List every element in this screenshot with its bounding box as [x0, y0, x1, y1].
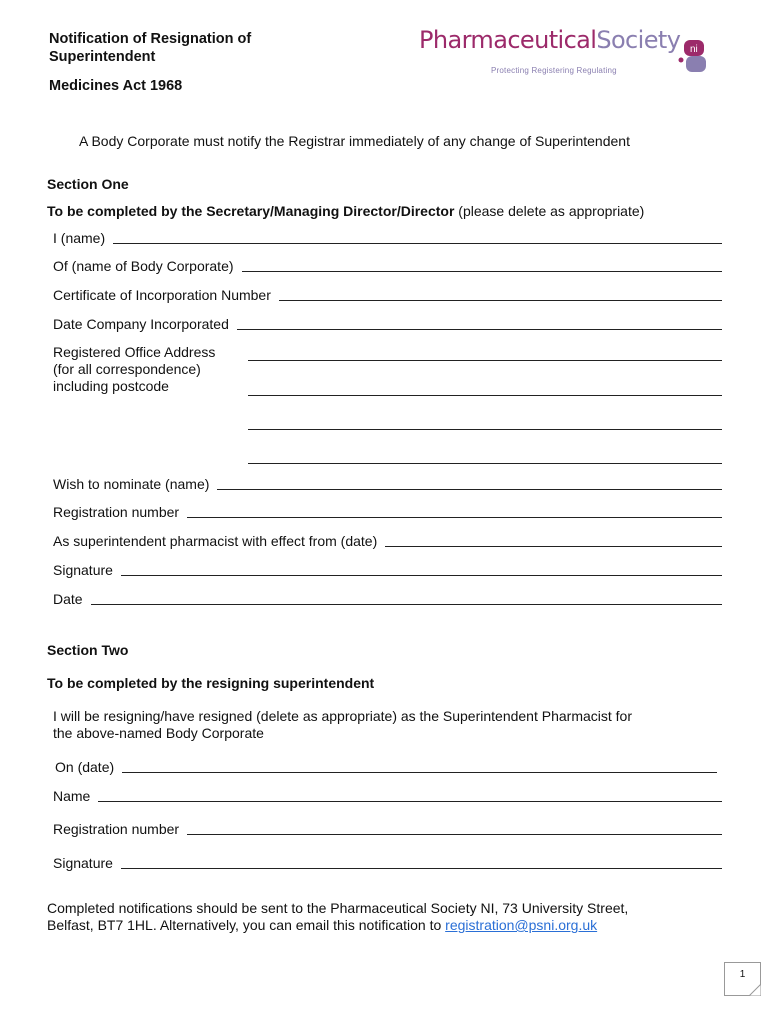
section-one-instruction-bold: To be completed by the Secretary/Managing Director/Director	[47, 203, 455, 219]
footer-line-1: Completed notifications should be sent to the Pharmaceutical Society NI, 73 University Street,	[47, 900, 629, 916]
field-on-date-line[interactable]	[122, 771, 717, 773]
field-name-line[interactable]	[113, 242, 722, 244]
field-resign-signature[interactable]	[53, 855, 722, 872]
section-two-heading: Section Two	[47, 642, 129, 658]
logo-tagline: Protecting Registering Regulating	[491, 66, 617, 75]
field-address-label	[53, 344, 215, 395]
address-label-2: (for all correspondence)	[53, 361, 201, 377]
field-nominate-label: Wish to nominate (name)	[53, 476, 210, 492]
intro-text: A Body Corporate must notify the Registrar immediately of any change of Superintendent	[79, 133, 630, 149]
act-name: Medicines Act 1968	[49, 78, 183, 94]
field-signature-label: Signature	[53, 562, 113, 578]
address-line-2[interactable]	[248, 395, 722, 396]
field-nominate-line[interactable]	[217, 488, 722, 490]
field-signature[interactable]	[53, 562, 722, 579]
logo-suffix: ni	[690, 44, 698, 55]
field-registration-line[interactable]	[187, 516, 722, 518]
field-body-corporate-label: Of (name of Body Corporate)	[53, 258, 234, 274]
email-link[interactable]: registration@psni.org.uk	[445, 917, 598, 933]
field-date-line[interactable]	[91, 603, 722, 605]
address-line-4[interactable]	[248, 463, 722, 464]
field-body-corporate[interactable]	[53, 258, 722, 275]
field-resign-signature-line[interactable]	[121, 867, 722, 869]
field-date-incorporated-label: Date Company Incorporated	[53, 316, 229, 332]
address-line-3[interactable]	[248, 429, 722, 430]
field-date[interactable]	[53, 591, 722, 608]
field-certificate[interactable]	[53, 287, 722, 304]
address-label-1: Registered Office Address	[53, 344, 216, 360]
field-date-incorporated-line[interactable]	[237, 328, 722, 330]
field-effective-date-line[interactable]	[385, 545, 722, 547]
field-registration-label: Registration number	[53, 504, 180, 520]
field-resign-registration-label: Registration number	[53, 821, 180, 837]
field-date-label: Date	[53, 591, 83, 607]
footer-line-2-text: Belfast, BT7 1HL. Alternatively, you can email this notification to	[47, 917, 446, 933]
field-resign-name[interactable]	[53, 788, 722, 805]
field-signature-line[interactable]	[121, 574, 722, 576]
form-title-line1: Notification of Resignation of	[49, 31, 252, 47]
page-number	[724, 962, 761, 996]
field-certificate-label: Certificate of Incorporation Number	[53, 287, 271, 303]
page-fold-icon	[749, 984, 761, 996]
logo-mark-icon	[678, 36, 710, 76]
field-name-label: I (name)	[53, 230, 106, 246]
page-number-value: 1	[739, 969, 746, 980]
address-label-3: including postcode	[53, 378, 169, 394]
section-two-statement	[53, 708, 632, 742]
field-body-corporate-line[interactable]	[242, 270, 722, 272]
field-effective-date-label: As superintendent pharmacist with effect from (date)	[53, 533, 378, 549]
logo-text-society: Society	[596, 26, 681, 54]
section-one-heading: Section One	[47, 176, 129, 192]
logo-text-pharmaceutical: Pharmaceutical	[419, 26, 597, 54]
field-resign-signature-label: Signature	[53, 855, 113, 871]
logo-wordmark	[419, 26, 680, 54]
field-resign-name-label: Name	[53, 788, 91, 804]
field-on-date[interactable]	[55, 759, 717, 776]
form-title-line2: Superintendent	[49, 49, 156, 65]
address-line-1[interactable]	[248, 360, 722, 361]
footer-note	[47, 900, 628, 934]
field-nominate[interactable]	[53, 476, 722, 493]
field-registration[interactable]	[53, 504, 722, 521]
field-date-incorporated[interactable]	[53, 316, 722, 333]
field-resign-registration[interactable]	[53, 821, 722, 838]
statement-line-1: I will be resigning/have resigned (delete as appropriate) as the Superintendent Pharmacist for	[53, 708, 632, 724]
footer-line-2	[47, 917, 628, 934]
field-on-date-label: On (date)	[55, 759, 115, 775]
section-one-instruction	[47, 203, 644, 219]
field-resign-registration-line[interactable]	[187, 833, 722, 835]
field-resign-name-line[interactable]	[98, 800, 722, 802]
field-name[interactable]	[53, 230, 722, 247]
field-effective-date[interactable]	[53, 533, 722, 550]
section-two-instruction: To be completed by the resigning superintendent	[47, 675, 375, 691]
field-certificate-line[interactable]	[279, 299, 722, 301]
section-one-instruction-note: (please delete as appropriate)	[454, 203, 645, 219]
statement-line-2: the above-named Body Corporate	[53, 725, 264, 741]
